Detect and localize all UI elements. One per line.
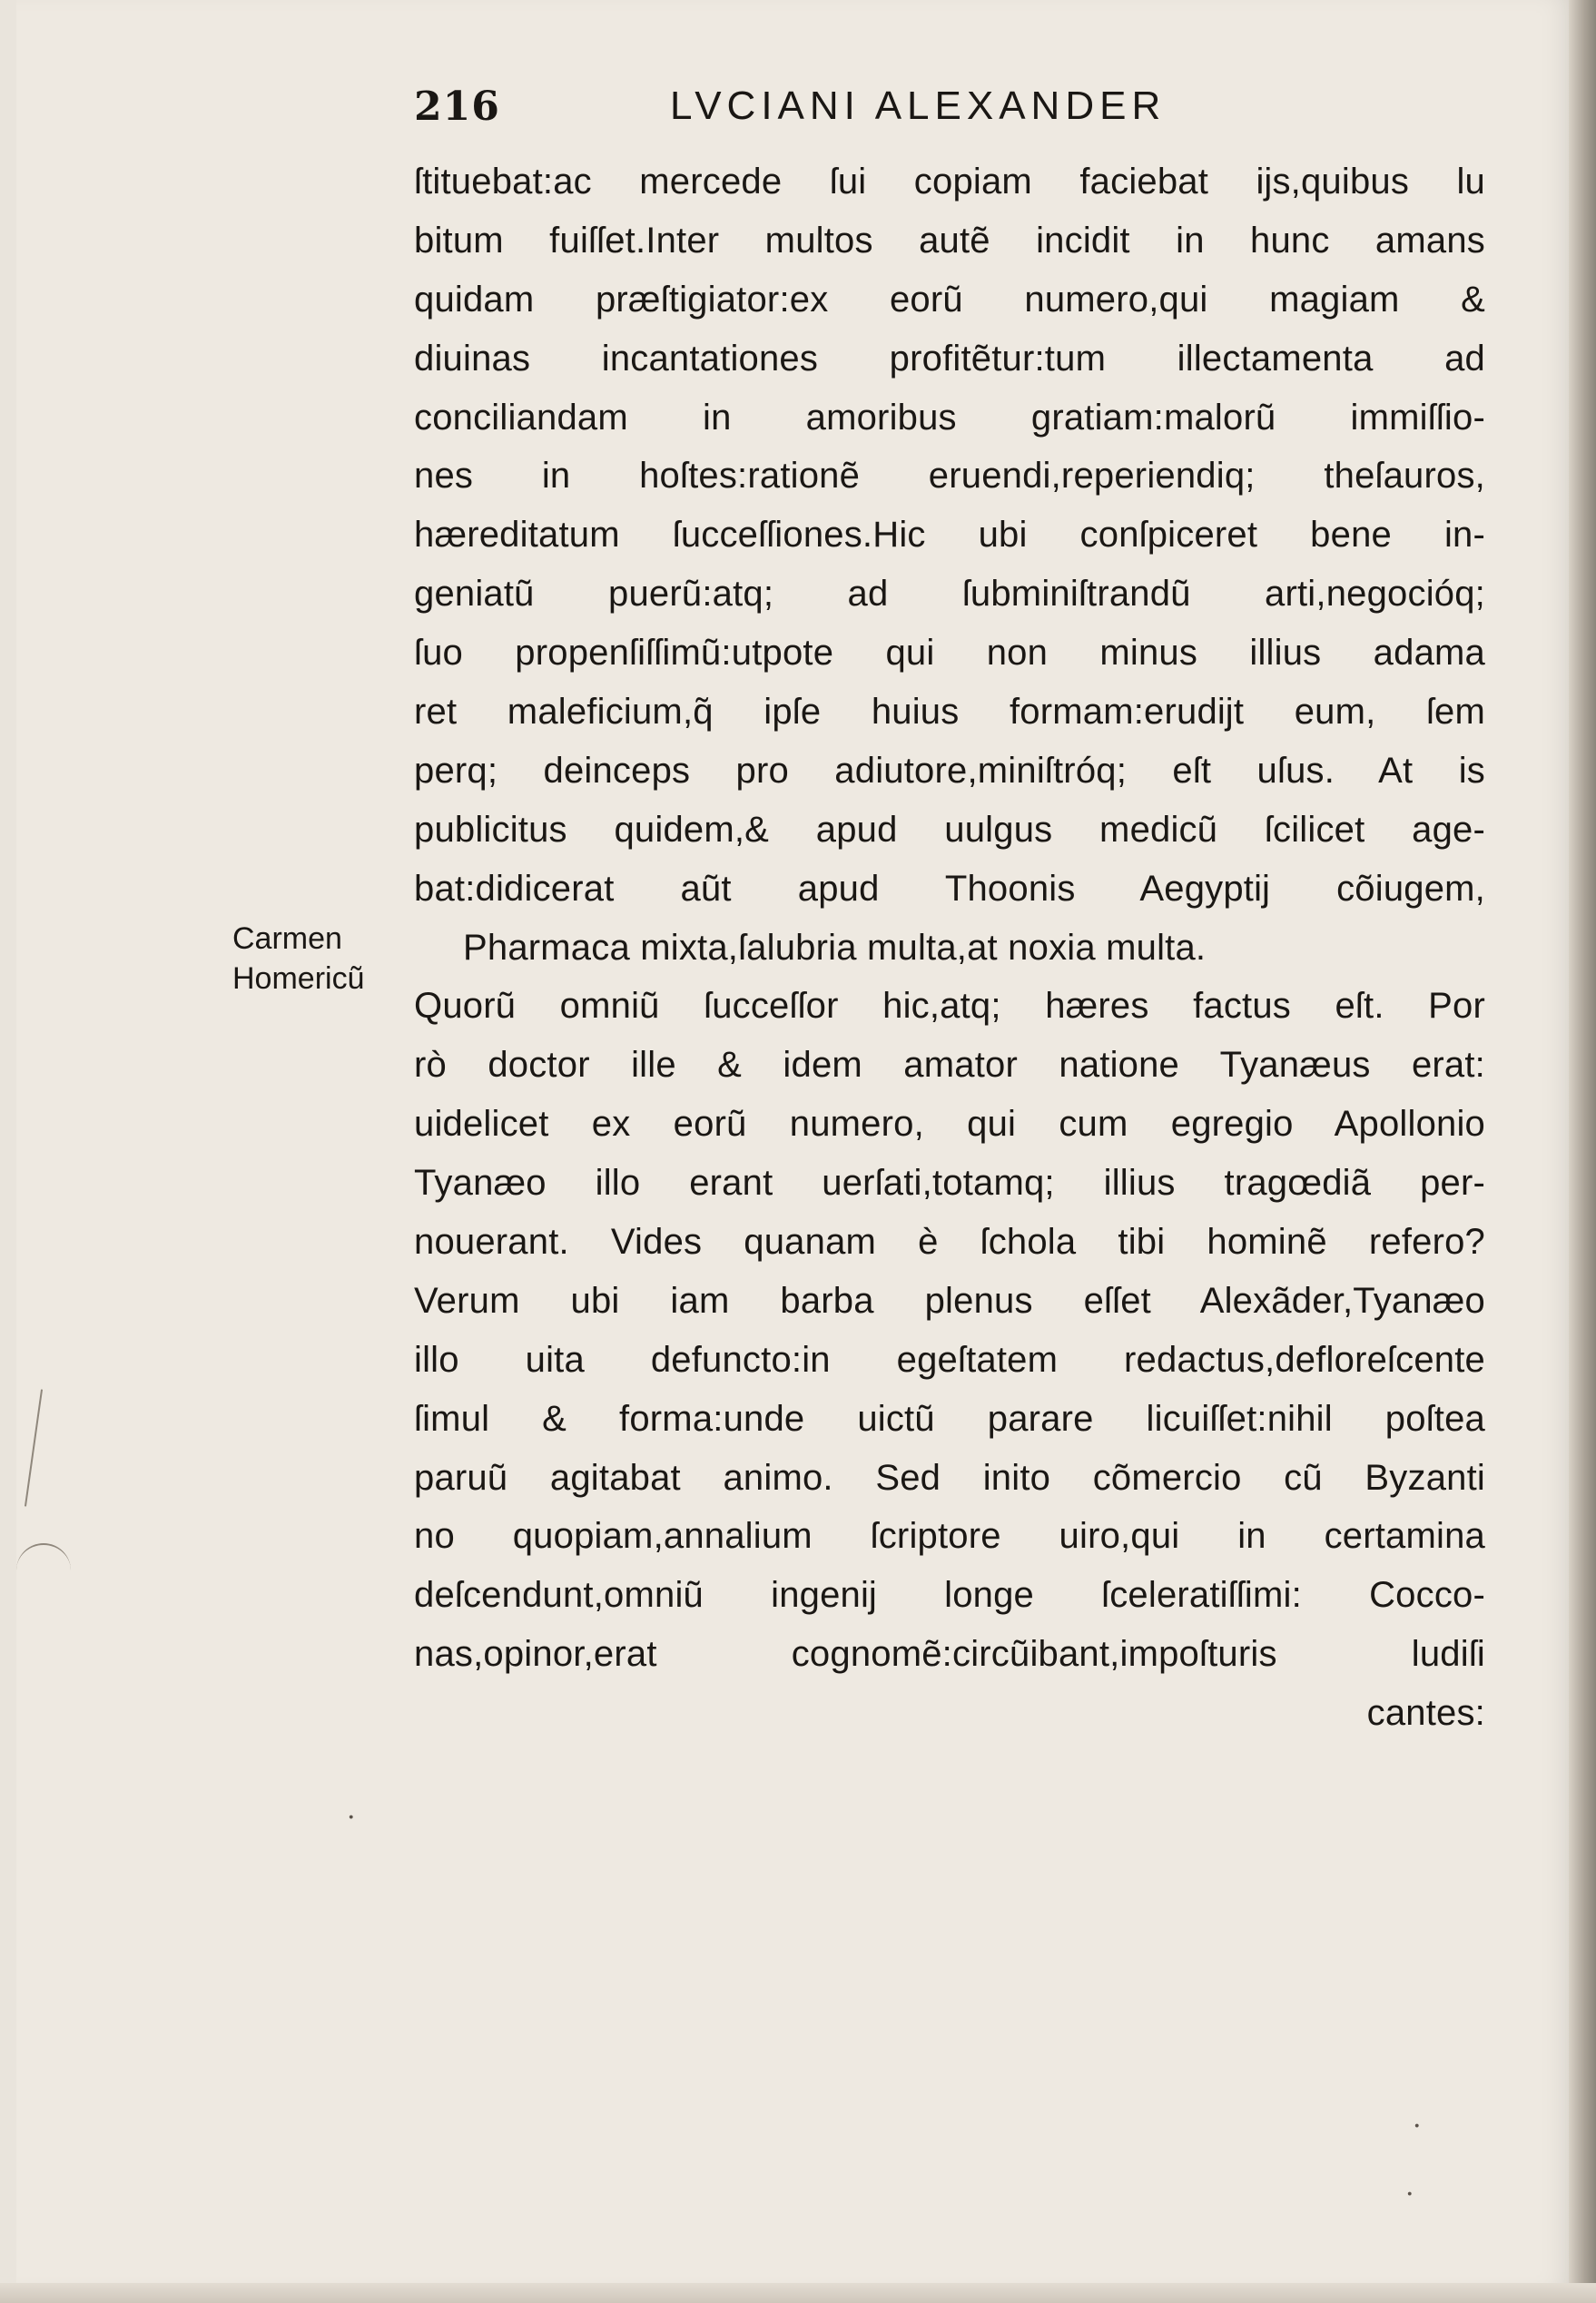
text-line: perq; deinceps pro adiutore,miniſtróq; eſt uſus. At is — [414, 750, 1485, 791]
page-number: 216 — [414, 84, 500, 130]
verse-line: Pharmaca mixta,ſalubria multa,at noxia multa. — [463, 927, 1207, 968]
text-line: nouerant. Vides quanam è ſchola tibi hominẽ refero? — [414, 1222, 1485, 1263]
text-line: publicitus quidem,& apud uulgus medicũ ſcilicet age- — [414, 809, 1485, 850]
text-line: Verum ubi iam barba plenus eſſet Alexãder,Tyanæo — [414, 1280, 1485, 1321]
marginal-note-line: Homericũ — [232, 961, 365, 996]
main-text — [414, 153, 1485, 1743]
margin-stroke — [16, 1543, 71, 1599]
ink-speck: · — [347, 1802, 356, 1834]
text-line: bitum fuiſſet.Inter multos autẽ incidit in hunc amans — [414, 220, 1485, 261]
text-line: hæreditatum ſucceſſiones.Hic ubi conſpiceret bene in- — [414, 515, 1485, 556]
text-line: bat:didicerat aũt apud Thoonis Aegyptĳ cõiugem, — [414, 868, 1485, 909]
marginal-note — [232, 919, 364, 999]
page-edge — [1569, 0, 1596, 2303]
text-line: ſimul & forma:unde uictũ parare licuiſſet:nihil poſtea — [414, 1398, 1485, 1439]
text-line: deſcendunt,omniũ ingenĳ longe ſceleratiſſimi: Cocco- — [414, 1575, 1485, 1616]
text-line: ret maleficium,q̃ ipſe huius formam:erudĳt eum, ſem — [414, 692, 1485, 733]
text-line: diuinas incantationes profitẽtur:tum illectamenta ad — [414, 338, 1485, 379]
text-line: nas,opinor,erat cognomẽ:circũibant,impoſturis ludiſi — [414, 1634, 1485, 1675]
text-line: nes in hoſtes:rationẽ eruendi,reperiendiq; theſauros, — [414, 456, 1485, 497]
text-line: illo uita defuncto:in egeſtatem redactus,defloreſcente — [414, 1339, 1485, 1380]
running-title: LVCIANI ALEXANDER — [670, 84, 1167, 128]
text-line: paruũ agitabat animo. Sed inito cõmercio cũ Byzanti — [414, 1457, 1485, 1498]
text-line: geniatũ puerũ:atq; ad ſubminiſtrandũ arti,negocióq; — [414, 574, 1485, 615]
page-bottom-edge — [0, 2283, 1596, 2303]
text-line: ſtituebat:ac mercede ſui copiam faciebat ĳs,quibus lu — [414, 162, 1485, 202]
text-line: quidam præſtigiator:ex eorũ numero,qui magiam & — [414, 279, 1485, 320]
margin-stroke — [25, 1389, 43, 1506]
running-header — [414, 84, 1485, 138]
text-line: no quopiam,annalium ſcriptore uiro,qui in certamina — [414, 1516, 1485, 1557]
text-line: conciliandam in amoribus gratiam:malorũ immiſſio- — [414, 397, 1485, 438]
catchword: cantes: — [1366, 1693, 1485, 1734]
text-line: Tyanæo illo erant uerſati,totamq; illius tragœdiã per- — [414, 1163, 1485, 1204]
marginal-note-line: Carmen — [232, 921, 342, 956]
ink-speck: · — [1405, 2179, 1414, 2210]
text-line: uidelicet ex eorũ numero, qui cum egregio Apollonio — [414, 1104, 1485, 1145]
text-line: rò doctor ille & idem amator natione Tyanæus erat: — [414, 1045, 1485, 1086]
text-line: ſuo propenſiſſimũ:utpote qui non minus illius adama — [414, 633, 1485, 674]
text-line: Quorũ omniũ ſucceſſor hic,atq; hæres factus eſt. Por — [414, 986, 1485, 1027]
ink-speck: · — [1413, 2111, 1422, 2142]
